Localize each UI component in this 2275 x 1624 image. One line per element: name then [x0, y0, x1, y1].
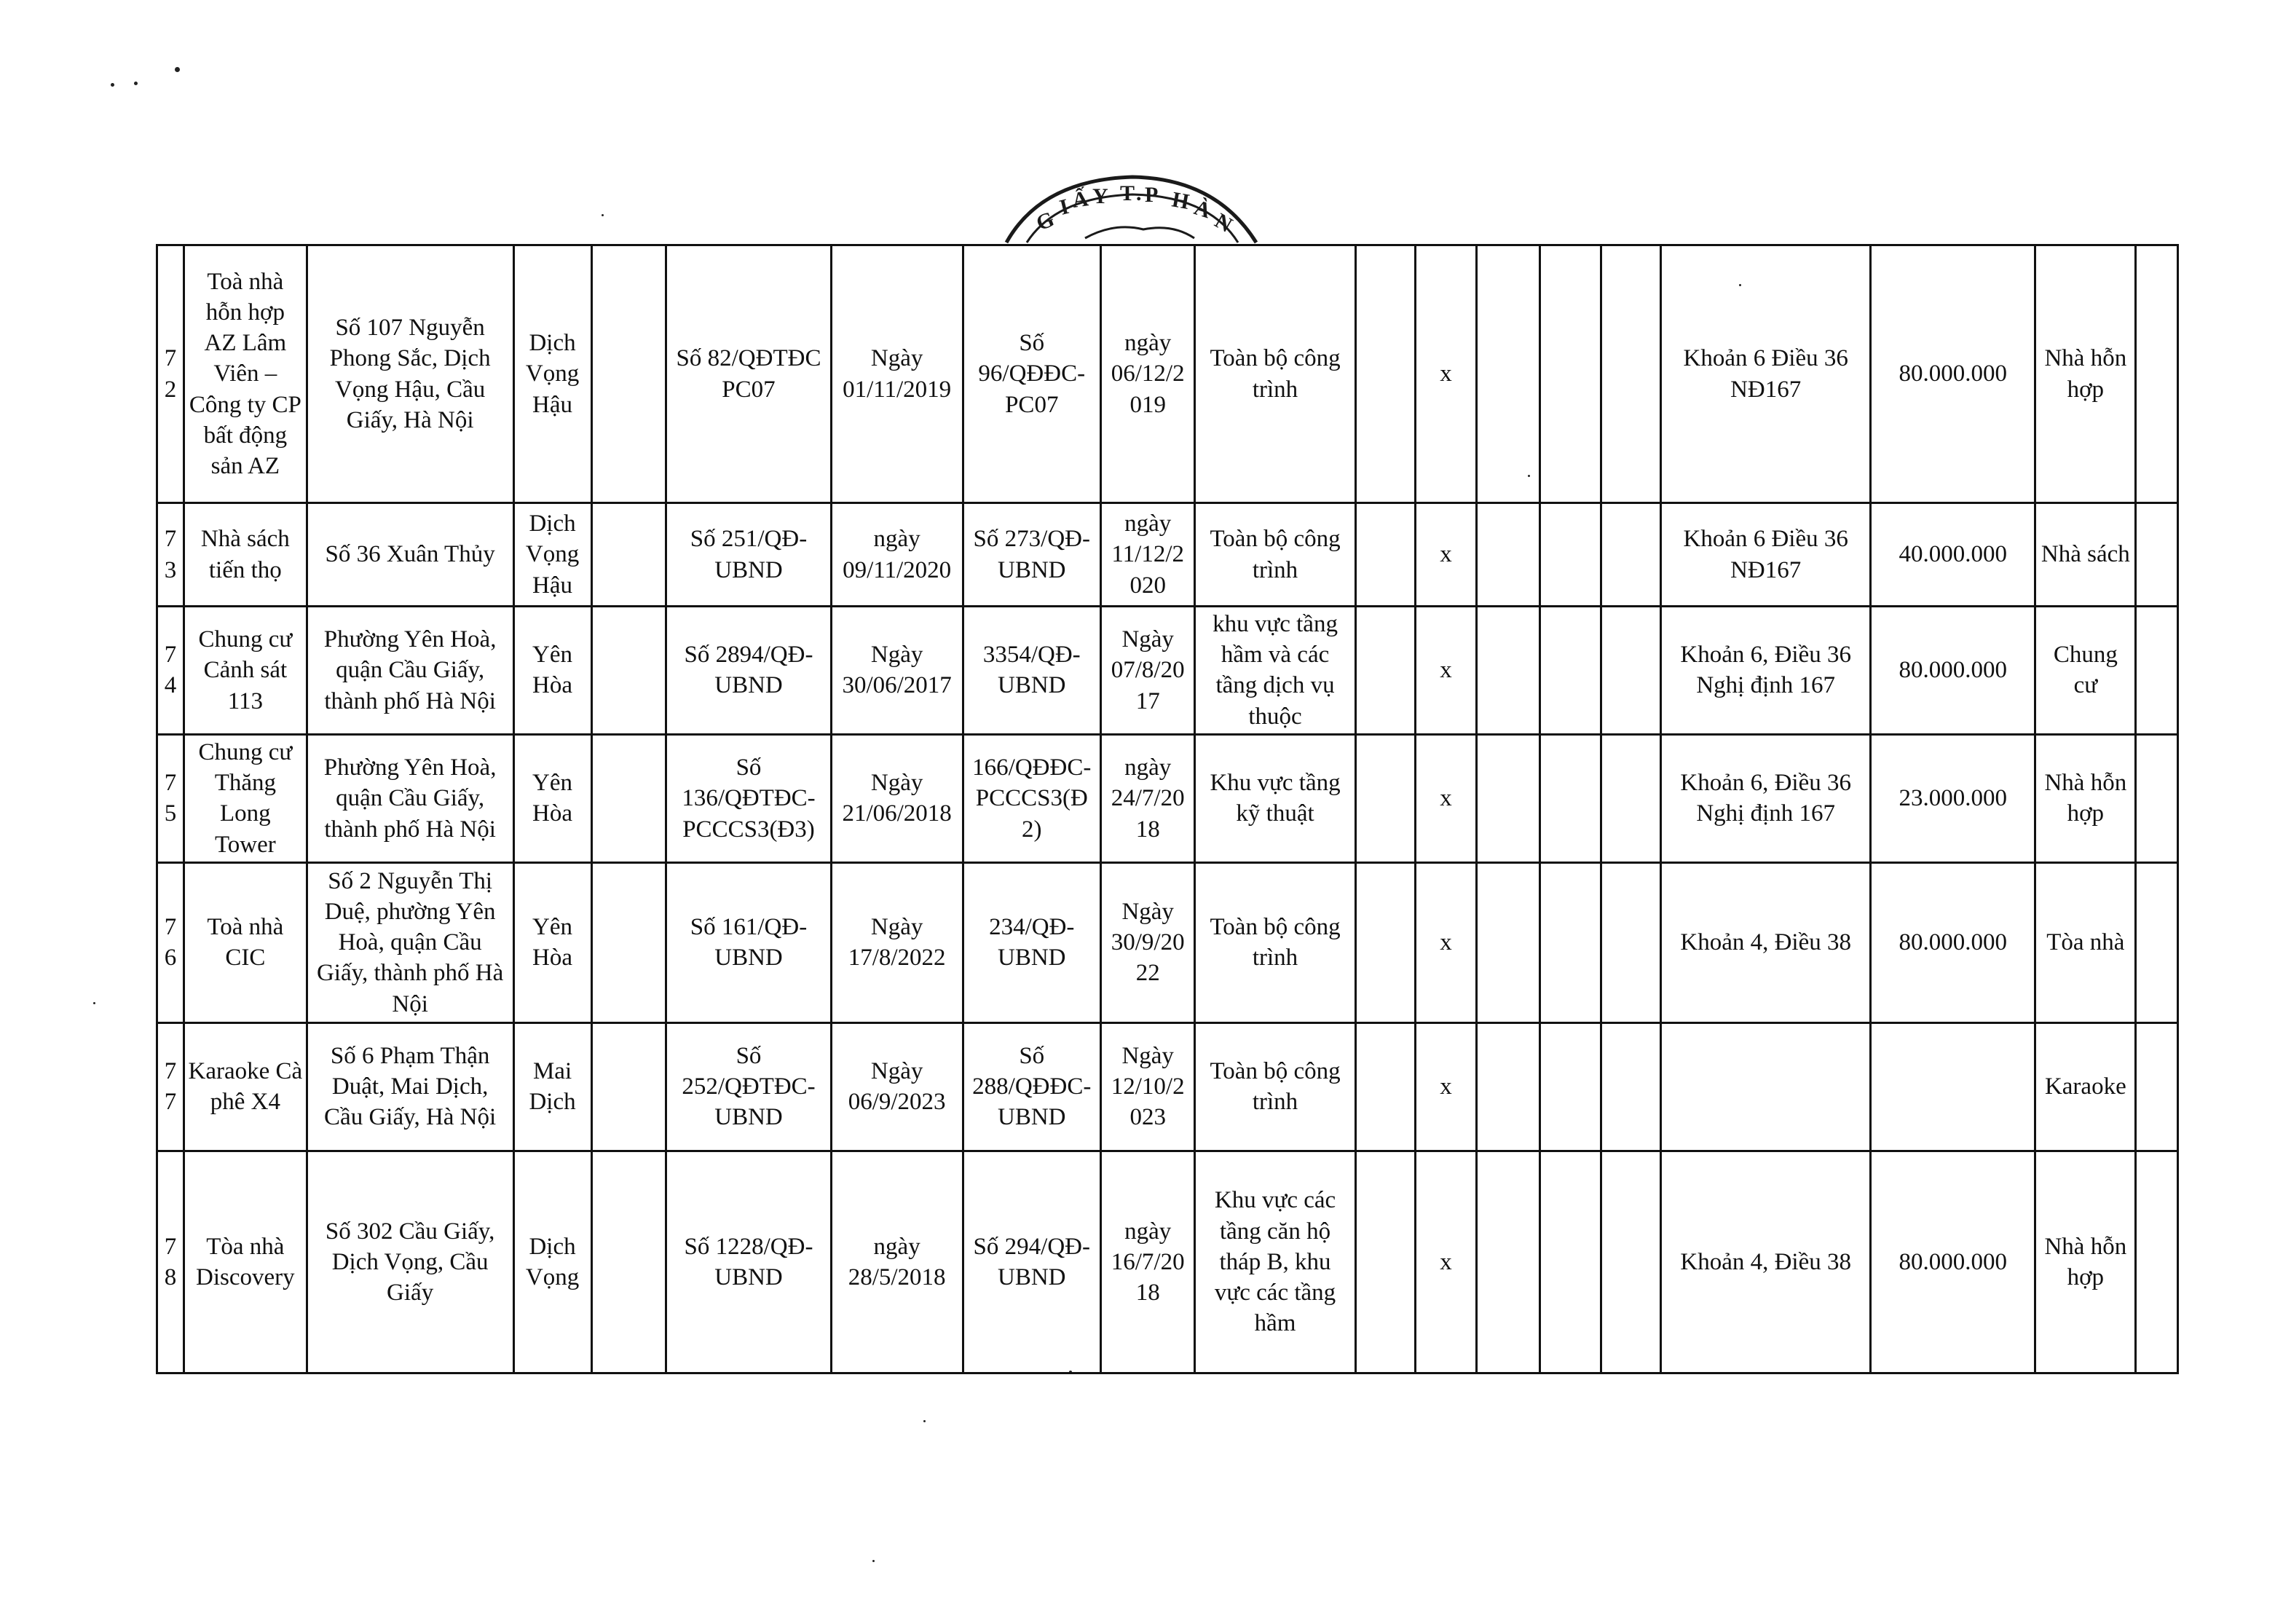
facility-name: Toà nhà hỗn hợp AZ Lâm Viên – Công ty CP bất động sản AZ — [184, 245, 307, 503]
facility-type: Nhà hỗn hợp — [2035, 245, 2136, 503]
acceptance-date: ngày 24/7/20 18 — [1100, 734, 1195, 862]
fine-amount: 23.000.000 — [1871, 734, 2035, 862]
acceptance-date: Ngày 07/8/20 17 — [1100, 607, 1195, 735]
fine-amount: 40.000.000 — [1871, 503, 2035, 607]
inspection-scope: Khu vực tầng kỹ thuật — [1195, 734, 1355, 862]
table-row — [157, 245, 2178, 503]
empty-cell — [1539, 607, 1601, 735]
address: Số 107 Nguyễn Phong Sắc, Dịch Vọng Hậu, Cầu Giấy, Hà Nội — [307, 245, 513, 503]
row-number: 72 — [157, 245, 184, 503]
address: Số 6 Phạm Thận Duật, Mai Dịch, Cầu Giấy, Hà Nội — [307, 1022, 513, 1151]
design-approval-date: ngày 28/5/2018 — [831, 1151, 963, 1373]
scan-speck — [175, 67, 180, 72]
empty-cell — [591, 607, 666, 735]
acceptance-date: Ngày 12/10/2 023 — [1100, 1022, 1195, 1151]
row-number: 78 — [157, 1151, 184, 1373]
empty-cell — [2136, 1022, 2178, 1151]
svg-text:T: T — [1120, 181, 1135, 205]
design-approval-decision: Số 82/QĐTĐC PC07 — [666, 245, 831, 503]
design-approval-date: Ngày 17/8/2022 — [831, 862, 963, 1022]
empty-cell — [2136, 1151, 2178, 1373]
svg-text:G: G — [1033, 207, 1058, 236]
table-row — [157, 1151, 2178, 1373]
svg-text:H: H — [1170, 187, 1191, 214]
empty-cell — [1601, 862, 1660, 1022]
empty-cell — [1539, 862, 1601, 1022]
check-mark: x — [1415, 734, 1476, 862]
design-approval-decision: Số 2894/QĐ-UBND — [666, 607, 831, 735]
empty-cell — [2136, 245, 2178, 503]
fine-amount: 80.000.000 — [1871, 1151, 2035, 1373]
address: Phường Yên Hoà, quận Cầu Giấy, thành phố Hà Nội — [307, 607, 513, 735]
design-approval-date: Ngày 06/9/2023 — [831, 1022, 963, 1151]
scan-speck — [111, 83, 114, 87]
acceptance-decision: Số 273/QĐ-UBND — [963, 503, 1100, 607]
empty-cell — [1539, 503, 1601, 607]
empty-cell — [1539, 245, 1601, 503]
facility-name: Toà nhà CIC — [184, 862, 307, 1022]
check-mark: x — [1415, 503, 1476, 607]
empty-cell — [591, 862, 666, 1022]
ward: Dịch Vọng Hậu — [513, 503, 591, 607]
address: Số 302 Cầu Giấy, Dịch Vọng, Cầu Giấy — [307, 1151, 513, 1373]
acceptance-decision: 234/QĐ-UBND — [963, 862, 1100, 1022]
svg-text:À: À — [1191, 195, 1214, 224]
design-approval-date: Ngày 30/06/2017 — [831, 607, 963, 735]
ward: Yên Hòa — [513, 862, 591, 1022]
legal-basis: Khoản 6, Điều 36 Nghị định 167 — [1661, 734, 1871, 862]
ward: Dịch Vọng — [513, 1151, 591, 1373]
scan-speck — [134, 82, 138, 85]
empty-cell — [1355, 862, 1415, 1022]
check-mark: x — [1415, 1022, 1476, 1151]
empty-cell — [591, 734, 666, 862]
scan-speck — [923, 1420, 926, 1422]
empty-cell — [2136, 607, 2178, 735]
acceptance-date: ngày 06/12/2 019 — [1100, 245, 1195, 503]
facility-type: Nhà hỗn hợp — [2035, 734, 2136, 862]
row-number: 77 — [157, 1022, 184, 1151]
address: Số 2 Nguyễn Thị Duệ, phường Yên Hoà, quận Cầu Giấy, thành phố Hà Nội — [307, 862, 513, 1022]
address: Phường Yên Hoà, quận Cầu Giấy, thành phố Hà Nội — [307, 734, 513, 862]
empty-cell — [1477, 245, 1539, 503]
svg-text:.: . — [1136, 181, 1142, 205]
ward: Dịch Vọng Hậu — [513, 245, 591, 503]
svg-text:Y: Y — [1092, 184, 1108, 208]
check-mark: x — [1415, 1151, 1476, 1373]
empty-cell — [1477, 607, 1539, 735]
ward: Yên Hòa — [513, 607, 591, 735]
table-row — [157, 607, 2178, 735]
legal-basis: Khoản 4, Điều 38 — [1661, 1151, 1871, 1373]
empty-cell — [1355, 1022, 1415, 1151]
facility-name: Chung cư Thăng Long Tower — [184, 734, 307, 862]
empty-cell — [1355, 503, 1415, 607]
design-approval-decision: Số 1228/QĐ-UBND — [666, 1151, 831, 1373]
facility-type: Nhà sách — [2035, 503, 2136, 607]
empty-cell — [1355, 1151, 1415, 1373]
legal-basis: Khoản 6 Điều 36 NĐ167 — [1661, 503, 1871, 607]
acceptance-decision: Số 288/QĐĐC-UBND — [963, 1022, 1100, 1151]
empty-cell — [1477, 1022, 1539, 1151]
ward: Mai Dịch — [513, 1022, 591, 1151]
design-approval-date: Ngày 21/06/2018 — [831, 734, 963, 862]
empty-cell — [2136, 862, 2178, 1022]
row-number: 75 — [157, 734, 184, 862]
empty-cell — [2136, 503, 2178, 607]
inspection-scope: Toàn bộ công trình — [1195, 245, 1355, 503]
svg-text:P: P — [1145, 183, 1159, 207]
scan-speck — [872, 1560, 875, 1562]
address: Số 36 Xuân Thủy — [307, 503, 513, 607]
empty-cell — [1539, 1151, 1601, 1373]
facility-type: Chung cư — [2035, 607, 2136, 735]
inspection-scope: Toàn bộ công trình — [1195, 503, 1355, 607]
row-number: 76 — [157, 862, 184, 1022]
inspection-scope: Toàn bộ công trình — [1195, 1022, 1355, 1151]
facility-type: Karaoke — [2035, 1022, 2136, 1151]
facility-name: Tòa nhà Discovery — [184, 1151, 307, 1373]
empty-cell — [591, 503, 666, 607]
empty-cell — [1355, 607, 1415, 735]
acceptance-date: Ngày 30/9/20 22 — [1100, 862, 1195, 1022]
empty-cell — [591, 245, 666, 503]
table-row — [157, 734, 2178, 862]
check-mark: x — [1415, 607, 1476, 735]
acceptance-decision: Số 96/QĐĐC-PC07 — [963, 245, 1100, 503]
empty-cell — [1601, 1151, 1660, 1373]
facility-name: Karaoke Cà phê X4 — [184, 1022, 307, 1151]
fire-safety-table — [156, 244, 2179, 1374]
design-approval-decision: Số 251/QĐ-UBND — [666, 503, 831, 607]
svg-text:N: N — [1210, 208, 1237, 237]
empty-cell — [1601, 245, 1660, 503]
fine-amount — [1871, 1022, 2035, 1151]
fine-amount: 80.000.000 — [1871, 245, 2035, 503]
empty-cell — [591, 1022, 666, 1151]
empty-cell — [1601, 607, 1660, 735]
design-approval-decision: Số 252/QĐTĐC-UBND — [666, 1022, 831, 1151]
acceptance-date: ngày 11/12/2 020 — [1100, 503, 1195, 607]
facility-type: Nhà hỗn hợp — [2035, 1151, 2136, 1373]
scan-speck — [602, 214, 604, 216]
svg-text:I: I — [1057, 194, 1072, 220]
svg-text:Ấ: Ấ — [1071, 186, 1090, 213]
scan-speck — [93, 1002, 95, 1004]
inspection-scope: khu vực tầng hầm và các tầng dịch vụ thuộc — [1195, 607, 1355, 735]
facility-name: Nhà sách tiến thọ — [184, 503, 307, 607]
empty-cell — [1601, 503, 1660, 607]
row-number: 73 — [157, 503, 184, 607]
table-row — [157, 1022, 2178, 1151]
empty-cell — [1601, 1022, 1660, 1151]
legal-basis: Khoản 4, Điều 38 — [1661, 862, 1871, 1022]
empty-cell — [1477, 1151, 1539, 1373]
acceptance-decision: 3354/QĐ-UBND — [963, 607, 1100, 735]
legal-basis: Khoản 6 Điều 36 NĐ167 — [1661, 245, 1871, 503]
ward: Yên Hòa — [513, 734, 591, 862]
check-mark: x — [1415, 245, 1476, 503]
check-mark: x — [1415, 862, 1476, 1022]
inspection-scope: Toàn bộ công trình — [1195, 862, 1355, 1022]
inspection-scope: Khu vực các tầng căn hộ tháp B, khu vực các tầng hầm — [1195, 1151, 1355, 1373]
empty-cell — [1477, 734, 1539, 862]
fine-amount: 80.000.000 — [1871, 607, 2035, 735]
acceptance-decision: 166/QĐĐC-PCCCS3(Đ 2) — [963, 734, 1100, 862]
design-approval-decision: Số 161/QĐ-UBND — [666, 862, 831, 1022]
empty-cell — [2136, 734, 2178, 862]
design-approval-date: Ngày 01/11/2019 — [831, 245, 963, 503]
empty-cell — [1355, 245, 1415, 503]
table-row — [157, 503, 2178, 607]
design-approval-decision: Số 136/QĐTĐC-PCCCS3(Đ3) — [666, 734, 831, 862]
legal-basis — [1661, 1022, 1871, 1151]
acceptance-decision: Số 294/QĐ-UBND — [963, 1151, 1100, 1373]
acceptance-date: ngày 16/7/20 18 — [1100, 1151, 1195, 1373]
row-number: 74 — [157, 607, 184, 735]
empty-cell — [591, 1151, 666, 1373]
facility-name: Chung cư Cảnh sát 113 — [184, 607, 307, 735]
empty-cell — [1601, 734, 1660, 862]
empty-cell — [1539, 734, 1601, 862]
table-row — [157, 862, 2178, 1022]
empty-cell — [1539, 1022, 1601, 1151]
empty-cell — [1477, 503, 1539, 607]
empty-cell — [1355, 734, 1415, 862]
facility-type: Tòa nhà — [2035, 862, 2136, 1022]
fine-amount: 80.000.000 — [1871, 862, 2035, 1022]
legal-basis: Khoản 6, Điều 36 Nghị định 167 — [1661, 607, 1871, 735]
official-seal — [998, 171, 1267, 244]
empty-cell — [1477, 862, 1539, 1022]
design-approval-date: ngày 09/11/2020 — [831, 503, 963, 607]
